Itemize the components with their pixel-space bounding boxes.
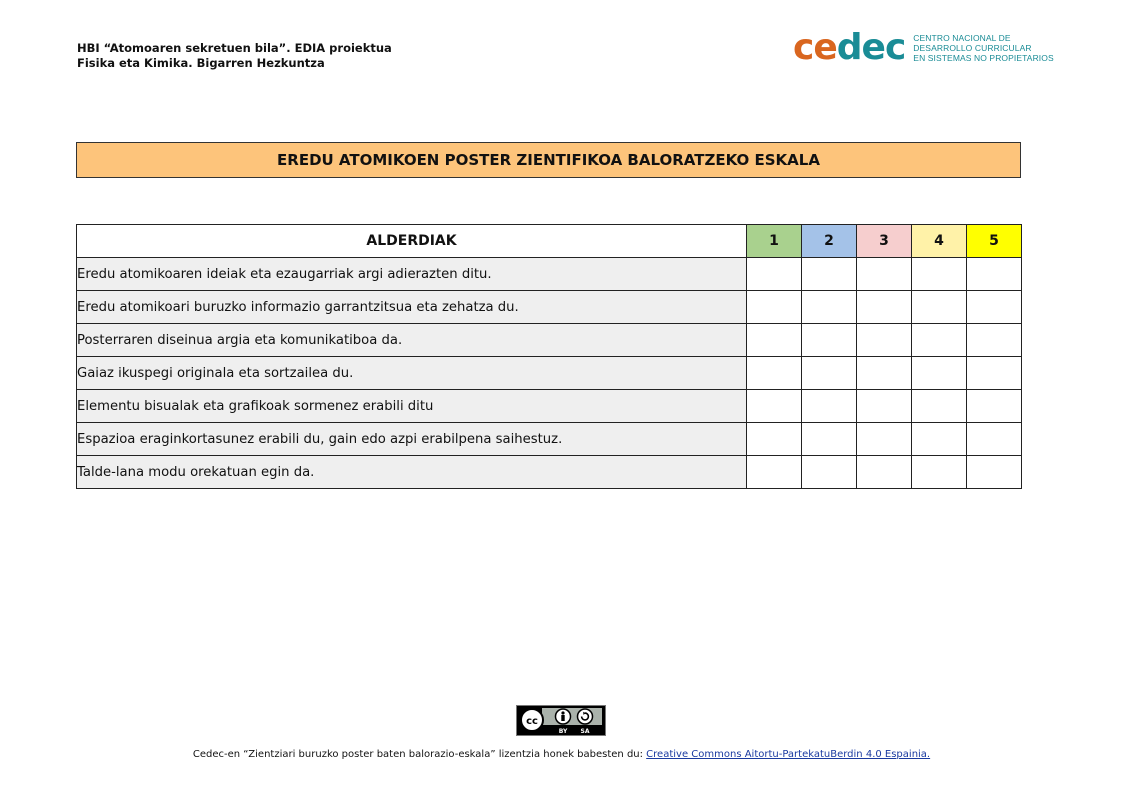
score-cell-2[interactable]	[802, 258, 857, 291]
cc-by-label: BY	[558, 728, 568, 735]
criterion-row	[77, 390, 1022, 423]
license-footer	[0, 749, 1123, 760]
criterion-label: Espazioa eraginkortasunez erabili du, gain edo azpi erabilpena saihestuz.	[77, 423, 747, 456]
score-header-4: 4	[912, 225, 967, 258]
score-cell-4[interactable]	[912, 258, 967, 291]
score-header-5: 5	[967, 225, 1022, 258]
score-cell-3[interactable]	[857, 390, 912, 423]
score-cell-5[interactable]	[967, 390, 1022, 423]
score-cell-2[interactable]	[802, 423, 857, 456]
score-cell-4[interactable]	[912, 324, 967, 357]
criterion-row	[77, 423, 1022, 456]
criterion-label: Eredu atomikoaren ideiak eta ezaugarriak argi adierazten ditu.	[77, 258, 747, 291]
score-cell-3[interactable]	[857, 258, 912, 291]
score-cell-4[interactable]	[912, 390, 967, 423]
criterion-row	[77, 357, 1022, 390]
license-text: Cedec-en “Zientziari buruzko poster baten balorazio-eskala” lizentzia honek babesten du:	[192, 749, 647, 760]
score-header-1: 1	[747, 225, 802, 258]
score-cell-4[interactable]	[912, 357, 967, 390]
score-cell-2[interactable]	[802, 291, 857, 324]
criterion-label: Eredu atomikoari buruzko informazio garrantzitsua eta zehatza du.	[77, 291, 747, 324]
header-subject-line: Fisika eta Kimika. Bigarren Hezkuntza	[77, 56, 325, 70]
score-cell-3[interactable]	[857, 456, 912, 489]
cedec-logo-subtitle: CENTRO NACIONAL DE DESARROLLO CURRICULAR EN SISTEMAS NO PROPIETARIOS	[913, 33, 1054, 63]
document-title: EREDU ATOMIKOEN POSTER ZIENTIFIKOA BALORATZEKO ESKALA	[76, 142, 1021, 178]
score-cell-1[interactable]	[747, 390, 802, 423]
score-cell-2[interactable]	[802, 324, 857, 357]
cc-by-sa-badge[interactable]	[516, 705, 606, 736]
license-link[interactable]: Creative Commons Aitortu-PartekatuBerdin 4.0 Espainia.	[646, 749, 931, 760]
criterion-row	[77, 258, 1022, 291]
score-cell-5[interactable]	[967, 423, 1022, 456]
score-cell-2[interactable]	[802, 456, 857, 489]
score-cell-5[interactable]	[967, 357, 1022, 390]
criterion-label: Talde-lana modu orekatuan egin da.	[77, 456, 747, 489]
score-cell-1[interactable]	[747, 291, 802, 324]
criterion-row	[77, 456, 1022, 489]
criterion-label: Gaiaz ikuspegi originala eta sortzailea du.	[77, 357, 747, 390]
cedec-logo	[793, 28, 1054, 68]
score-cell-1[interactable]	[747, 357, 802, 390]
score-cell-4[interactable]	[912, 456, 967, 489]
score-cell-4[interactable]	[912, 423, 967, 456]
criterion-row	[77, 324, 1022, 357]
criterion-label: Posterraren diseinua argia eta komunikatiboa da.	[77, 324, 747, 357]
score-cell-1[interactable]	[747, 456, 802, 489]
score-cell-3[interactable]	[857, 324, 912, 357]
score-cell-5[interactable]	[967, 258, 1022, 291]
score-cell-1[interactable]	[747, 324, 802, 357]
score-cell-3[interactable]	[857, 357, 912, 390]
aspects-header: ALDERDIAK	[77, 225, 747, 258]
svg-text:cc: cc	[526, 716, 538, 727]
cc-sa-label: SA	[580, 728, 590, 735]
rubric-table	[76, 224, 1022, 489]
score-header-2: 2	[802, 225, 857, 258]
header-project-line: HBI “Atomoaren sekretuen bila”. EDIA proiektua	[77, 41, 392, 55]
score-cell-1[interactable]	[747, 423, 802, 456]
document-header	[77, 41, 392, 71]
score-cell-5[interactable]	[967, 324, 1022, 357]
score-header-3: 3	[857, 225, 912, 258]
cedec-logo-word: cedec	[793, 27, 906, 68]
cc-by-sa-icon	[517, 706, 605, 735]
criterion-row	[77, 291, 1022, 324]
score-cell-2[interactable]	[802, 390, 857, 423]
score-cell-1[interactable]	[747, 258, 802, 291]
score-cell-2[interactable]	[802, 357, 857, 390]
score-cell-4[interactable]	[912, 291, 967, 324]
score-cell-3[interactable]	[857, 423, 912, 456]
criterion-label: Elementu bisualak eta grafikoak sormenez erabili ditu	[77, 390, 747, 423]
score-cell-5[interactable]	[967, 291, 1022, 324]
table-header-row	[77, 225, 1022, 258]
score-cell-3[interactable]	[857, 291, 912, 324]
score-cell-5[interactable]	[967, 456, 1022, 489]
